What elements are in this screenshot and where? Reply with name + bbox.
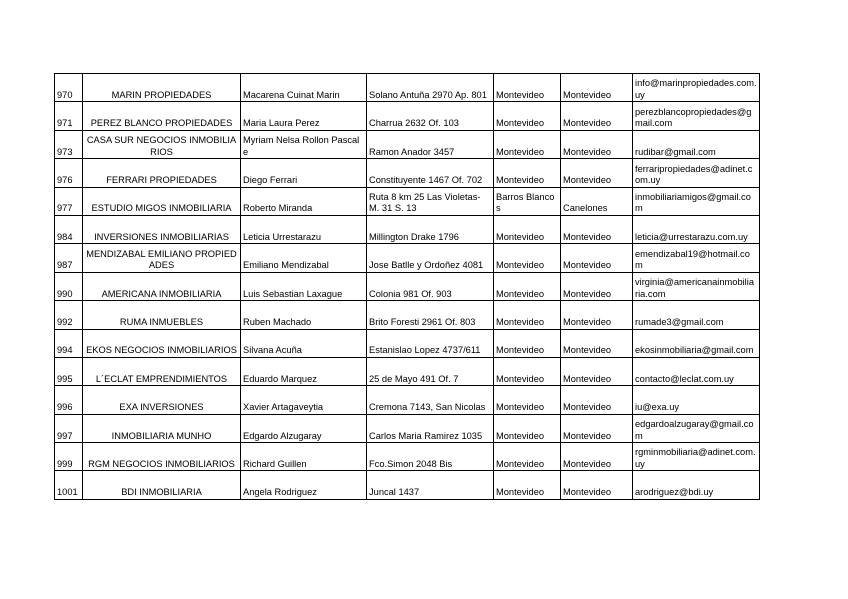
department-cell: Montevideo bbox=[561, 272, 633, 300]
email-cell: virginia@americanainmobiliaria.com bbox=[633, 272, 760, 300]
row-number-cell: 995 bbox=[55, 357, 83, 385]
email-cell: contacto@leclat.com.uy bbox=[633, 357, 760, 385]
department-cell: Montevideo bbox=[561, 159, 633, 187]
email-cell: rumade3@gmail.com bbox=[633, 301, 760, 329]
agency-name-cell: ESTUDIO MIGOS INMOBILIARIA bbox=[83, 187, 241, 215]
row-number-cell: 984 bbox=[55, 215, 83, 243]
city-cell: Montevideo bbox=[494, 130, 561, 158]
table-row bbox=[55, 74, 760, 102]
agency-name-cell: CASA SUR NEGOCIOS INMOBILIARIOS bbox=[83, 130, 241, 158]
address-cell: Constituyente 1467 Of. 702 bbox=[367, 159, 494, 187]
contact-person-cell: Edgardo Alzugaray bbox=[241, 414, 367, 442]
email-cell: rgminmobiliaria@adinet.com.uy bbox=[633, 443, 760, 471]
city-cell: Barros Blancos bbox=[494, 187, 561, 215]
email-cell: rudibar@gmail.com bbox=[633, 130, 760, 158]
row-number-cell: 971 bbox=[55, 102, 83, 130]
table-row bbox=[55, 130, 760, 158]
contact-person-cell: Angela Rodriguez bbox=[241, 471, 367, 499]
city-cell: Montevideo bbox=[494, 272, 561, 300]
agency-name-cell: MARIN PROPIEDADES bbox=[83, 74, 241, 102]
agency-name-cell: FERRARI PROPIEDADES bbox=[83, 159, 241, 187]
email-cell: arodriguez@bdi.uy bbox=[633, 471, 760, 499]
row-number-cell: 994 bbox=[55, 329, 83, 357]
contact-person-cell: Eduardo Marquez bbox=[241, 357, 367, 385]
email-cell: inmobiliariamigos@gmail.com bbox=[633, 187, 760, 215]
agency-name-cell: AMERICANA INMOBILIARIA bbox=[83, 272, 241, 300]
city-cell: Montevideo bbox=[494, 357, 561, 385]
table-row bbox=[55, 272, 760, 300]
department-cell: Montevideo bbox=[561, 130, 633, 158]
email-cell: ekosinmobiliaria@gmail.com bbox=[633, 329, 760, 357]
email-cell: ferraripropiedades@adinet.com.uy bbox=[633, 159, 760, 187]
address-cell: Ruta 8 km 25 Las Violetas- M. 31 S. 13 bbox=[367, 187, 494, 215]
department-cell: Canelones bbox=[561, 187, 633, 215]
table-row bbox=[55, 102, 760, 130]
city-cell: Montevideo bbox=[494, 74, 561, 102]
table-row bbox=[55, 414, 760, 442]
email-cell: emendizabal19@hotmail.com bbox=[633, 244, 760, 272]
agency-name-cell: EKOS NEGOCIOS INMOBILIARIOS bbox=[83, 329, 241, 357]
table-row bbox=[55, 471, 760, 499]
agency-name-cell: L´ECLAT EMPRENDIMIENTOS bbox=[83, 357, 241, 385]
contact-person-cell: Leticia Urrestarazu bbox=[241, 215, 367, 243]
address-cell: Fco.Simon 2048 Bis bbox=[367, 443, 494, 471]
table-row bbox=[55, 215, 760, 243]
city-cell: Montevideo bbox=[494, 386, 561, 414]
address-cell: Colonia 981 Of. 903 bbox=[367, 272, 494, 300]
email-cell: edgardoalzugaray@gmail.com bbox=[633, 414, 760, 442]
agency-name-cell: RUMA INMUEBLES bbox=[83, 301, 241, 329]
email-cell: leticia@urrestarazu.com.uy bbox=[633, 215, 760, 243]
agency-name-cell: INMOBILIARIA MUNHO bbox=[83, 414, 241, 442]
email-cell: info@marinpropiedades.com.uy bbox=[633, 74, 760, 102]
row-number-cell: 1001 bbox=[55, 471, 83, 499]
city-cell: Montevideo bbox=[494, 414, 561, 442]
department-cell: Montevideo bbox=[561, 443, 633, 471]
department-cell: Montevideo bbox=[561, 329, 633, 357]
department-cell: Montevideo bbox=[561, 74, 633, 102]
row-number-cell: 976 bbox=[55, 159, 83, 187]
city-cell: Montevideo bbox=[494, 471, 561, 499]
contact-person-cell: Maria Laura Perez bbox=[241, 102, 367, 130]
address-cell: Jose Batlle y Ordoñez 4081 bbox=[367, 244, 494, 272]
department-cell: Montevideo bbox=[561, 301, 633, 329]
row-number-cell: 990 bbox=[55, 272, 83, 300]
address-cell: Carlos Maria Ramirez 1035 bbox=[367, 414, 494, 442]
city-cell: Montevideo bbox=[494, 102, 561, 130]
table-body bbox=[55, 74, 760, 500]
address-cell: Estanislao Lopez 4737/611 bbox=[367, 329, 494, 357]
table-row bbox=[55, 187, 760, 215]
table-row bbox=[55, 357, 760, 385]
contact-person-cell: Luis Sebastian Laxague bbox=[241, 272, 367, 300]
contact-person-cell: Macarena Cuinat Marin bbox=[241, 74, 367, 102]
agency-name-cell: MENDIZABAL EMILIANO PROPIEDADES bbox=[83, 244, 241, 272]
department-cell: Montevideo bbox=[561, 215, 633, 243]
contact-person-cell: Silvana Acuña bbox=[241, 329, 367, 357]
city-cell: Montevideo bbox=[494, 443, 561, 471]
table-row bbox=[55, 443, 760, 471]
table-row bbox=[55, 244, 760, 272]
table-row bbox=[55, 386, 760, 414]
department-cell: Montevideo bbox=[561, 386, 633, 414]
row-number-cell: 999 bbox=[55, 443, 83, 471]
contact-person-cell: Diego Ferrari bbox=[241, 159, 367, 187]
contact-person-cell: Richard Guillen bbox=[241, 443, 367, 471]
agency-name-cell: INVERSIONES INMOBILIARIAS bbox=[83, 215, 241, 243]
row-number-cell: 992 bbox=[55, 301, 83, 329]
department-cell: Montevideo bbox=[561, 357, 633, 385]
city-cell: Montevideo bbox=[494, 215, 561, 243]
department-cell: Montevideo bbox=[561, 471, 633, 499]
contact-person-cell: Xavier Artagaveytia bbox=[241, 386, 367, 414]
contact-person-cell: Emiliano Mendizabal bbox=[241, 244, 367, 272]
department-cell: Montevideo bbox=[561, 102, 633, 130]
row-number-cell: 997 bbox=[55, 414, 83, 442]
agency-name-cell: RGM NEGOCIOS INMOBILIARIOS bbox=[83, 443, 241, 471]
address-cell: Millington Drake 1796 bbox=[367, 215, 494, 243]
table-row bbox=[55, 329, 760, 357]
agency-name-cell: PEREZ BLANCO PROPIEDADES bbox=[83, 102, 241, 130]
address-cell: Charrua 2632 Of. 103 bbox=[367, 102, 494, 130]
address-cell: Brito Foresti 2961 Of. 803 bbox=[367, 301, 494, 329]
department-cell: Montevideo bbox=[561, 244, 633, 272]
address-cell: Juncal 1437 bbox=[367, 471, 494, 499]
city-cell: Montevideo bbox=[494, 301, 561, 329]
contact-person-cell: Ruben Machado bbox=[241, 301, 367, 329]
real-estate-table bbox=[54, 73, 760, 500]
address-cell: Ramon Anador 3457 bbox=[367, 130, 494, 158]
city-cell: Montevideo bbox=[494, 329, 561, 357]
city-cell: Montevideo bbox=[494, 244, 561, 272]
email-cell: iu@exa.uy bbox=[633, 386, 760, 414]
table-row bbox=[55, 159, 760, 187]
row-number-cell: 996 bbox=[55, 386, 83, 414]
address-cell: Cremona 7143, San Nicolas bbox=[367, 386, 494, 414]
city-cell: Montevideo bbox=[494, 159, 561, 187]
row-number-cell: 970 bbox=[55, 74, 83, 102]
row-number-cell: 987 bbox=[55, 244, 83, 272]
table-row bbox=[55, 301, 760, 329]
address-cell: 25 de Mayo 491 Of. 7 bbox=[367, 357, 494, 385]
email-cell: perezblancopropiedades@gmail.com bbox=[633, 102, 760, 130]
department-cell: Montevideo bbox=[561, 414, 633, 442]
address-cell: Solano Antuña 2970 Ap. 801 bbox=[367, 74, 494, 102]
agency-name-cell: EXA INVERSIONES bbox=[83, 386, 241, 414]
row-number-cell: 977 bbox=[55, 187, 83, 215]
contact-person-cell: Myriam Nelsa Rollon Pascale bbox=[241, 130, 367, 158]
contact-person-cell: Roberto Miranda bbox=[241, 187, 367, 215]
row-number-cell: 973 bbox=[55, 130, 83, 158]
agency-name-cell: BDI INMOBILIARIA bbox=[83, 471, 241, 499]
